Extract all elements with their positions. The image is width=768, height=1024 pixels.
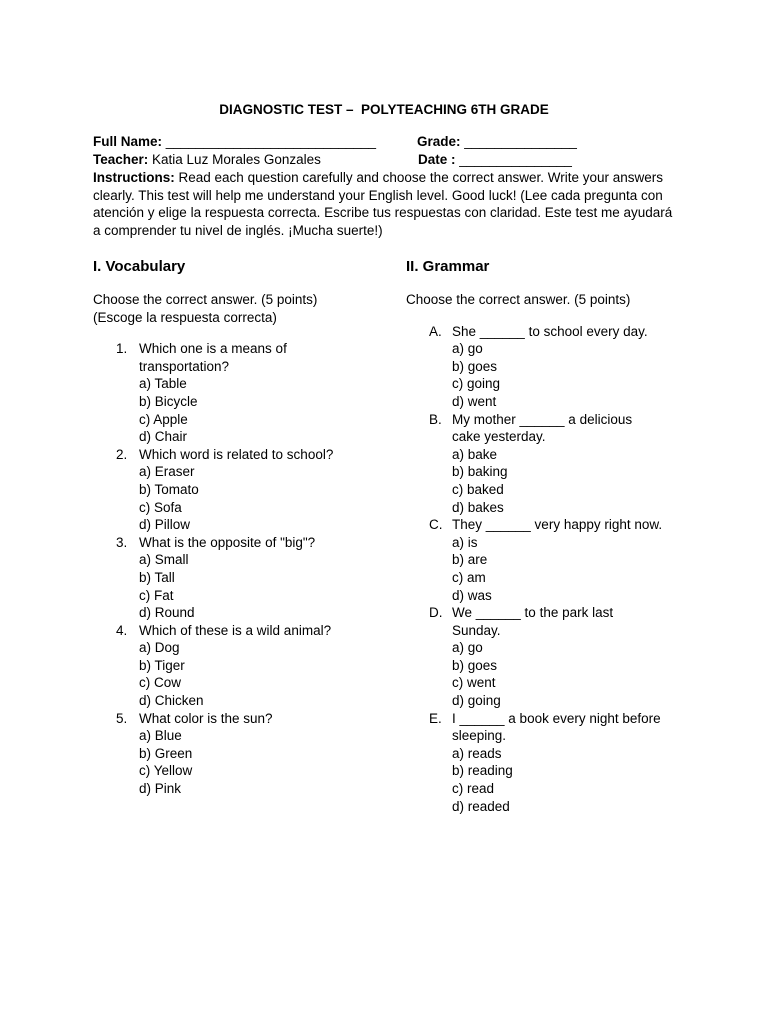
answer-option: d) went (452, 393, 497, 409)
vocabulary-question-list (93, 340, 383, 797)
question-text: She ______ to school every day. (452, 323, 648, 339)
grade-label: Grade: (417, 134, 461, 149)
full-name-blank: ____________________________ (162, 134, 376, 149)
answer-option: b) Green (139, 745, 193, 761)
answer-option: c) Fat (139, 587, 174, 603)
answer-option: b) baking (452, 464, 508, 480)
answer-option: b) are (452, 552, 488, 568)
grammar-question-a (406, 323, 696, 411)
answer-option: c) Cow (139, 675, 182, 691)
answer-option: a) reads (452, 745, 502, 761)
grade-field (417, 133, 577, 151)
vocabulary-directions-es: (Escoge la respuesta correcta) (93, 309, 277, 325)
answer-option: d) Chair (139, 429, 188, 445)
answer-option: a) Eraser (139, 464, 195, 480)
answer-option: c) read (452, 781, 495, 797)
vocabulary-question-5 (93, 710, 383, 798)
answer-option: a) Table (139, 376, 187, 392)
answer-option: b) goes (452, 657, 498, 673)
teacher-label: Teacher: (93, 152, 149, 167)
question-text: What color is the sun? (139, 710, 273, 726)
vocabulary-question-2 (93, 446, 383, 534)
question-text: What is the opposite of "big"? (139, 534, 316, 550)
question-number: 1. (116, 341, 128, 357)
question-text: Which one is a means of transportation? (139, 341, 287, 374)
answer-option: d) Pillow (139, 517, 191, 533)
answer-option: c) went (452, 675, 496, 691)
question-letter: B. (429, 411, 442, 427)
answer-option: b) Tiger (139, 657, 185, 673)
answer-option: a) Small (139, 552, 189, 568)
instructions-label: Instructions: (93, 170, 175, 185)
answer-option: c) baked (452, 481, 504, 497)
question-letter: C. (429, 517, 443, 533)
vocabulary-question-1 (93, 340, 383, 446)
date-field (418, 151, 572, 169)
question-text: I ______ a book every night before sleeping. (452, 710, 661, 744)
vocabulary-question-4 (93, 622, 383, 710)
answer-option: d) was (452, 587, 492, 603)
date-label: Date : (418, 152, 456, 167)
vocabulary-question-3 (93, 534, 383, 622)
answer-option: d) Round (139, 605, 195, 621)
grammar-question-c (406, 516, 696, 604)
answer-option: a) is (452, 534, 478, 550)
answer-option: a) bake (452, 446, 498, 462)
answer-option: b) reading (452, 763, 513, 779)
question-number: 5. (116, 710, 128, 726)
answer-option: b) goes (452, 358, 498, 374)
answer-option: a) Dog (139, 640, 180, 656)
grammar-question-e (406, 710, 696, 816)
grammar-section (406, 257, 696, 815)
vocabulary-heading: I. Vocabulary (93, 258, 186, 275)
answer-option: b) Bicycle (139, 393, 198, 409)
answer-option: c) going (452, 376, 501, 392)
full-name-label: Full Name: (93, 134, 163, 149)
answer-option: d) Pink (139, 781, 182, 797)
teacher-name: Katia Luz Morales Gonzales (148, 152, 321, 167)
answer-option: a) go (452, 640, 483, 656)
student-info-header (93, 133, 683, 239)
question-text: Which word is related to school? (139, 446, 334, 462)
question-text: Which of these is a wild animal? (139, 622, 332, 638)
question-letter: D. (429, 605, 443, 621)
answer-option: b) Tomato (139, 481, 199, 497)
answer-option: d) Chicken (139, 693, 204, 709)
question-number: 2. (116, 446, 128, 462)
name-grade-row (93, 133, 683, 151)
date-blank: _______________ (455, 152, 572, 167)
answer-option: a) go (452, 341, 483, 357)
answer-option: d) going (452, 693, 501, 709)
answer-option: d) readed (452, 798, 510, 814)
page-title: DIAGNOSTIC TEST – POLYTEACHING 6TH GRADE (219, 102, 549, 117)
question-text: They ______ very happy right now. (452, 517, 663, 533)
question-text: We ______ to the park last Sunday. (452, 605, 614, 638)
grammar-directions: Choose the correct answer. (5 points) (406, 292, 631, 307)
grammar-question-d (406, 604, 696, 710)
question-letter: A. (429, 323, 442, 339)
answer-option: a) Blue (139, 728, 182, 744)
instructions-paragraph (93, 169, 673, 239)
answer-option: c) Yellow (139, 763, 193, 779)
question-text: My mother ______ a delicious cake yesterday. (452, 411, 633, 445)
answer-option: c) am (452, 569, 486, 585)
teacher-date-row (93, 151, 683, 169)
instructions-text: Read each question carefully and choose the correct answer. Write your answers clearly. This test will help me understand your English level. Good luck! (Lee cada pregunta con atención y elige la respuesta correcta. Escribe tus respuestas con claridad. Este test me ayudará a comprender tu nivel de inglés. ¡Mucha suerte!) (93, 170, 673, 238)
question-number: 3. (116, 534, 128, 550)
answer-option: b) Tall (139, 569, 175, 585)
grammar-heading: II. Grammar (406, 258, 490, 275)
answer-option: d) bakes (452, 499, 504, 515)
vocabulary-directions-en: Choose the correct answer. (5 points) (93, 292, 318, 307)
vocabulary-section (93, 257, 383, 798)
vocabulary-directions (93, 291, 383, 326)
answer-option: c) Sofa (139, 499, 182, 515)
answer-option: c) Apple (139, 411, 188, 427)
grammar-question-b (406, 411, 696, 517)
grade-blank: _______________ (460, 134, 577, 149)
question-number: 4. (116, 622, 128, 638)
question-letter: E. (429, 710, 442, 726)
grammar-question-list (406, 323, 696, 816)
